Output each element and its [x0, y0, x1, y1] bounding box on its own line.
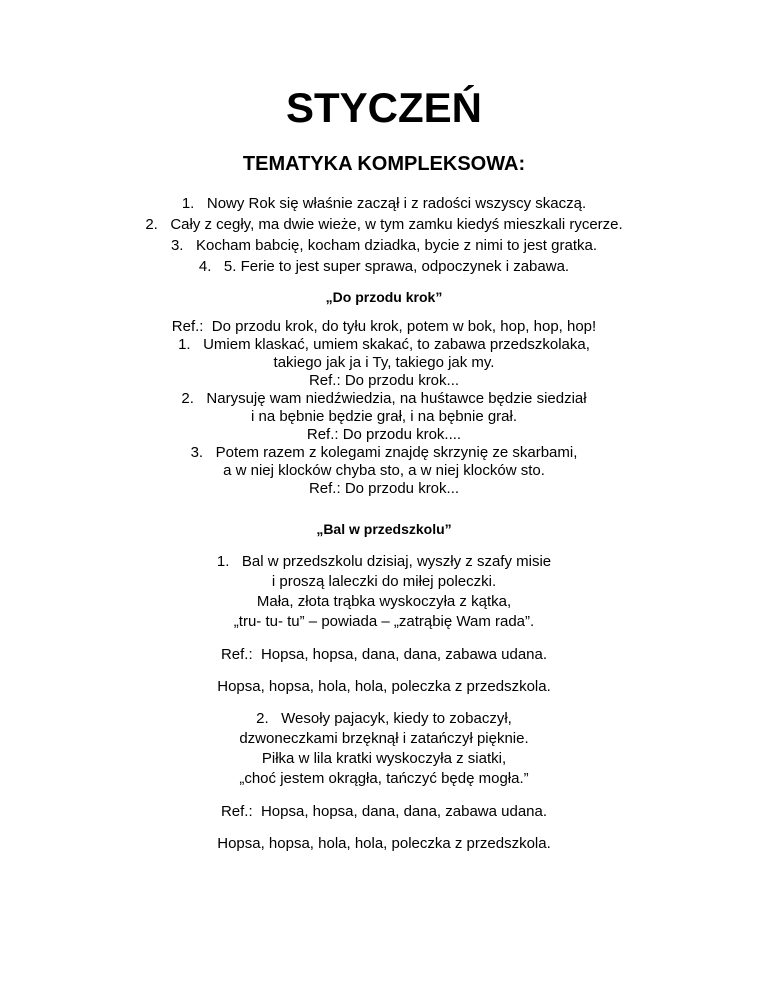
- page-title: STYCZEŃ: [285, 84, 482, 131]
- topic-item: 3. Kocham babcię, kocham dziadka, bycie z nimi to jest gratka.: [170, 237, 598, 254]
- song-line: Mała, złota trąbka wyskoczyła z kątka,: [256, 593, 512, 610]
- song-line: 2. Narysuję wam niedźwiedzia, na huśtawce będzie siedział: [181, 390, 587, 407]
- song-line: takiego jak ja i Ty, takiego jak my.: [273, 354, 495, 371]
- song-line: Hopsa, hopsa, hola, hola, poleczka z przedszkola.: [217, 835, 551, 852]
- song-line: Ref.: Do przodu krok....: [306, 426, 462, 443]
- song-line: 1. Umiem klaskać, umiem skakać, to zabawa przedszkolaka,: [178, 336, 590, 353]
- song-line: „choć jestem okrągła, tańczyć będę mogła.”: [239, 770, 529, 787]
- topic-item: 2. Cały z cegły, ma dwie wieże, w tym zamku kiedyś mieszkali rycerze.: [145, 216, 623, 233]
- song-line: i na bębnie będzie grał, i na bębnie grał.: [250, 408, 518, 425]
- song-line: „tru- tu- tu” – powiada – „zatrąbię Wam rada”.: [233, 613, 535, 630]
- song-line: Hopsa, hopsa, hola, hola, poleczka z przedszkola.: [217, 678, 551, 695]
- song-line: a w niej klocków chyba sto, a w niej klocków sto.: [223, 462, 545, 479]
- song-line: Ref.: Do przodu krok...: [308, 480, 460, 497]
- song-line: dzwoneczkami brzęknął i zatańczył pięknie.: [239, 730, 529, 747]
- song-line: 2. Wesoły pajacyk, kiedy to zobaczył,: [256, 710, 512, 727]
- song-line: Ref.: Do przodu krok...: [308, 372, 460, 389]
- song-line: Ref.: Hopsa, hopsa, dana, dana, zabawa udana.: [220, 803, 548, 820]
- song-line: Piłka w lila kratki wyskoczyła z siatki,: [261, 750, 507, 767]
- song-line: i proszą laleczki do miłej poleczki.: [271, 573, 497, 590]
- song-title: „Bal w przedszkolu”: [316, 521, 452, 537]
- topic-item: 4. 5. Ferie to jest super sprawa, odpoczynek i zabawa.: [198, 258, 570, 275]
- song-line: Ref.: Do przodu krok, do tyłu krok, potem w bok, hop, hop, hop!: [171, 318, 597, 335]
- song-line: 1. Bal w przedszkolu dzisiaj, wyszły z szafy misie: [216, 553, 552, 570]
- topic-item: 1. Nowy Rok się właśnie zaczął i z radości wszyscy skaczą.: [181, 195, 587, 212]
- song-title: „Do przodu krok”: [325, 289, 443, 305]
- section-subtitle: TEMATYKA KOMPLEKSOWA:: [242, 153, 526, 175]
- song-line: Ref.: Hopsa, hopsa, dana, dana, zabawa udana.: [220, 646, 548, 663]
- song-line: 3. Potem razem z kolegami znajdę skrzynię ze skarbami,: [190, 444, 578, 461]
